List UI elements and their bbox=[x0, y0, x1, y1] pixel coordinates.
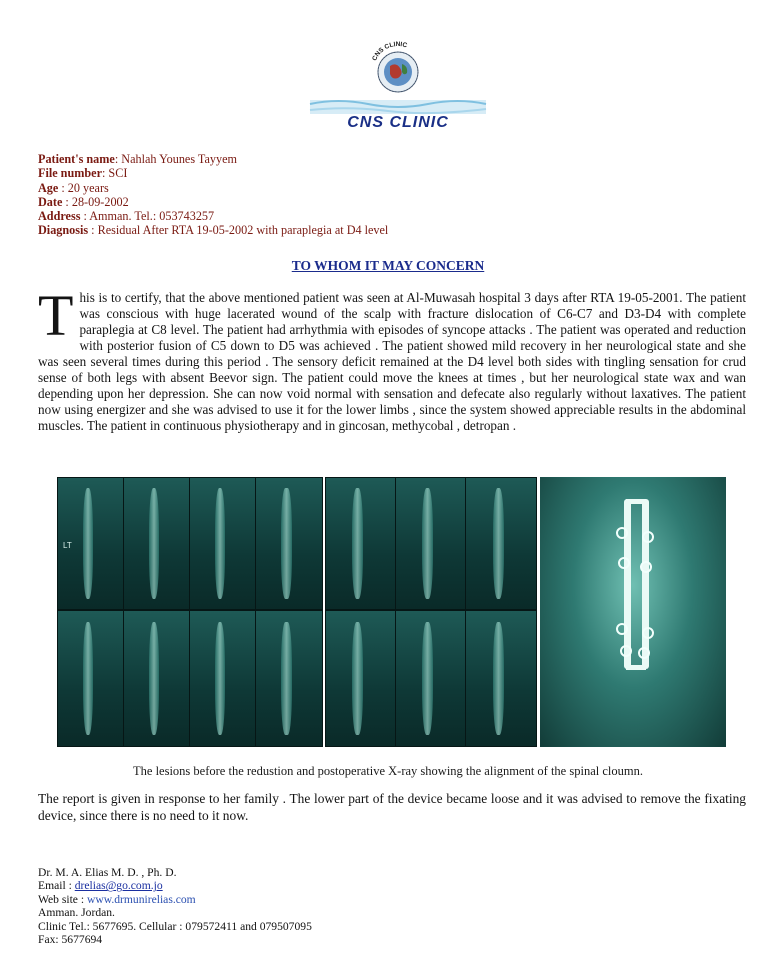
mri-slice bbox=[465, 477, 537, 610]
phone-numbers: Clinic Tel.: 5677695. Cellular : 079572411 and 079507095 bbox=[38, 919, 312, 933]
date-value: : 28-09-2002 bbox=[62, 194, 129, 209]
image-caption: The lesions before the redustion and postoperative X-ray showing the alignment of the spinal cloumn. bbox=[133, 764, 643, 778]
pedicle-screw bbox=[618, 557, 630, 569]
mri-slice bbox=[57, 610, 124, 747]
address-label: Address bbox=[38, 209, 81, 224]
website-link[interactable]: www.drmunirelias.com bbox=[86, 892, 196, 906]
logo-ring-text: CNS CLINIC bbox=[371, 40, 408, 63]
postoperative-xray bbox=[540, 477, 726, 747]
address-row bbox=[38, 209, 388, 223]
fax-number: Fax: 5677694 bbox=[38, 933, 103, 947]
file-number-value: : SCI bbox=[101, 166, 128, 181]
mri-slice bbox=[255, 477, 323, 610]
letter-heading: TO WHOM IT MAY CONCERN bbox=[291, 258, 485, 273]
city: Amman. Jordan. bbox=[38, 906, 115, 920]
mri-slice bbox=[255, 610, 323, 747]
mri-panel-right bbox=[325, 477, 537, 747]
fixation-crossbar-bottom bbox=[626, 665, 646, 670]
website-label: Web site : bbox=[38, 892, 87, 906]
pedicle-screw bbox=[638, 647, 650, 659]
dropcap-letter: T bbox=[38, 283, 74, 348]
doctor-signature-block bbox=[38, 866, 312, 946]
patient-details bbox=[38, 152, 388, 238]
date-label: Date bbox=[38, 194, 63, 209]
mri-side-label: LT bbox=[63, 541, 72, 550]
mri-slice bbox=[325, 610, 396, 747]
pedicle-screw bbox=[640, 561, 652, 573]
letter-body bbox=[38, 283, 746, 434]
fixation-crossbar-top bbox=[626, 499, 646, 504]
date-row bbox=[38, 195, 388, 209]
fixation-rod-left bbox=[624, 499, 631, 669]
website-row bbox=[38, 893, 312, 906]
pedicle-screw bbox=[642, 627, 654, 639]
mri-slice bbox=[395, 477, 466, 610]
age-label: Age bbox=[38, 180, 59, 195]
pedicle-screw bbox=[616, 527, 628, 539]
mri-slice bbox=[465, 610, 537, 747]
mri-slice bbox=[123, 477, 190, 610]
mri-slice bbox=[189, 610, 256, 747]
email-row bbox=[38, 879, 312, 892]
clinic-logo bbox=[308, 28, 488, 140]
mri-slice bbox=[325, 477, 396, 610]
fixation-rod-right bbox=[642, 499, 649, 669]
mri-slice bbox=[189, 477, 256, 610]
mri-slice bbox=[123, 610, 190, 747]
medical-images bbox=[57, 477, 727, 747]
file-number-row bbox=[38, 166, 388, 180]
address-value: : Amman. Tel.: 053743257 bbox=[80, 209, 215, 224]
patient-name-label: Patient's name bbox=[38, 152, 115, 166]
closing-paragraph: The report is given in response to her family . The lower part of the device became loose and it was advised to remove the fixating device, since there is no need to it now. bbox=[38, 791, 746, 823]
diagnosis-value: : Residual After RTA 19-05-2002 with paraplegia at D4 level bbox=[88, 223, 389, 238]
email-label: Email : bbox=[38, 879, 75, 893]
patient-name-row bbox=[38, 152, 388, 166]
diagnosis-row bbox=[38, 223, 388, 237]
letter-body-text: his is to certify, that the above mentioned patient was seen at Al-Muwasah hospital 3 days after RTA 19-05-2001. The patient was conscious with huge lacerated wound of the scalp with fracture dislocation of C6-C7 and D3-D4 with complete paraplegia at C8 level. The patient had arrhythmia with episodes of syncope attacks . The patient was operated and reduction with posterior fusion of C5 down to D5 was achieved . The patient showed mild recovery in her neurological state and she was seen several times during this period . The sensory deficit remained at the D4 level both sides with tingling sensation for crud sense of both legs with absent Beevor sign. The patient could move the knees at times , but her neurological state wax and wan depending upon her depression. She can now void normal with sensation and defecate also regularly without laxatives. The patient now using energizer and she was advised to use it for the lower limbs , since the system showed appreciable results in the abdominal muscles. The patient in continuous physiotherapy and in gincosan, methycobal , detropan . bbox=[38, 290, 746, 433]
patient-name-value: : Nahlah Younes Tayyem bbox=[114, 152, 237, 166]
age-row bbox=[38, 181, 388, 195]
file-number-label: File number bbox=[38, 166, 102, 181]
mri-slice bbox=[395, 610, 466, 747]
pedicle-screw bbox=[616, 623, 628, 635]
mri-panel-left bbox=[57, 477, 323, 747]
globe-emblem-icon bbox=[308, 28, 488, 118]
diagnosis-label: Diagnosis bbox=[38, 223, 89, 238]
pedicle-screw bbox=[642, 531, 654, 543]
doctor-name: Dr. M. A. Elias M. D. , Ph. D. bbox=[38, 866, 177, 879]
age-value: : 20 years bbox=[58, 180, 109, 195]
clinic-name: CNS CLINIC bbox=[347, 114, 449, 131]
email-link[interactable]: drelias@go.com.jo bbox=[74, 879, 163, 893]
pedicle-screw bbox=[620, 645, 632, 657]
